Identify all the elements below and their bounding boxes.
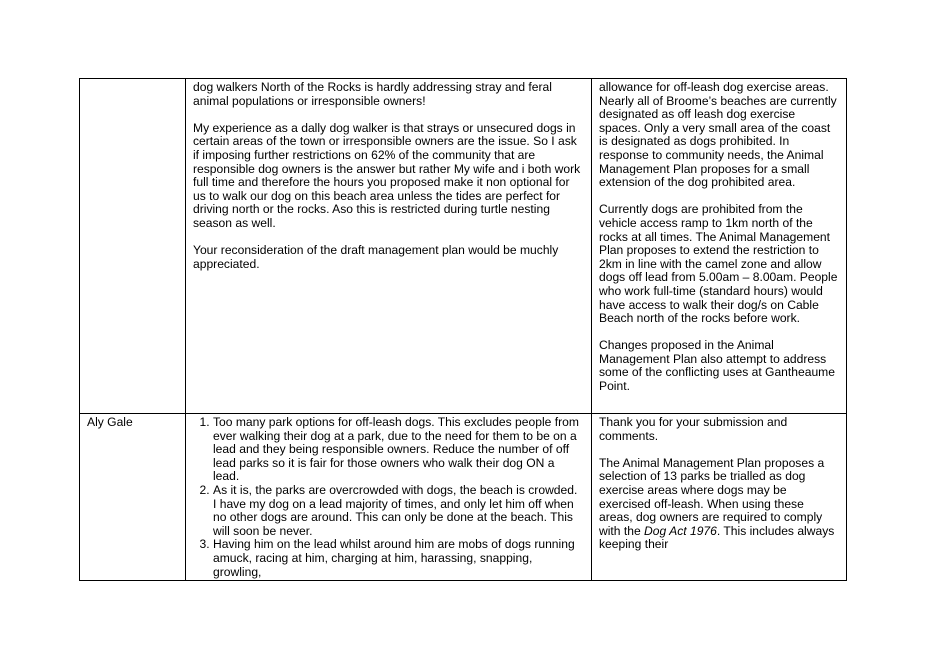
list-item: 2. As it is, the parks are overcrowded with dogs, the beach is crowded. I have my dog on a lead majority of times, and only let him off when no other dogs are around. This can only be done at the beach. This will soon be never. xyxy=(213,484,584,538)
submitter-name-cell xyxy=(80,79,186,414)
response-paragraph: Thank you for your submission and comments. xyxy=(599,415,788,443)
response-text: . This includes always keeping their xyxy=(599,523,835,552)
submission-paragraph: Your reconsideration of the draft management plan would be muchly appreciated. xyxy=(193,243,559,271)
table-row xyxy=(80,79,847,414)
act-name: Dog Act 1976 xyxy=(644,523,717,538)
submission-paragraph: dog walkers North of the Rocks is hardly addressing stray and feral animal populations or irresponsible owners! xyxy=(193,80,552,108)
response-paragraph: allowance for off-leash dog exercise areas. Nearly all of Broome’s beaches are currently designated as off leash dog exercise spaces. Only a very small area of the coast is designated as dogs prohibited. In response to community needs, the Animal Management Plan proposes for a small extension of the dog prohibited area. xyxy=(599,80,837,190)
submission-paragraph: My experience as a dally dog walker is that strays or unsecured dogs in certain areas of the town or irresponsible owners are the issue. So I ask if imposing further restrictions on 62% of the community that are responsible dog owners is the answer but rather My wife and i both work full time and therefore the hours you proposed make it non optional for us to walk our dog on this beach area unless the tides are perfect for driving north or the rocks. Aso this is restricted during turtle nesting season as well. xyxy=(193,120,581,230)
submission-cell xyxy=(186,414,592,581)
response-cell xyxy=(592,79,847,414)
list-item: 3. Having him on the lead whilst around him are mobs of dogs running amuck, racing at him, charging at him, harassing, snapping, growling, xyxy=(213,538,584,579)
submissions-table xyxy=(79,78,847,581)
table-row xyxy=(80,414,847,581)
response-text: The Animal Management Plan proposes a selection of 13 parks be trialled as dog exercise areas where dogs may be exercised off-leash. When using these areas, dog owners are required to comply with the xyxy=(599,455,825,538)
submission-cell xyxy=(186,79,592,414)
list-item: 1. Too many park options for off-leash dogs. This excludes people from ever walking their dog at a park, due to the need for them to be on a lead and they being responsible owners. Reduce the number of off lead parks so it is fair for those owners who walk their dog ON a lead. xyxy=(213,416,584,484)
response-paragraph: Currently dogs are prohibited from the vehicle access ramp to 1km north of the rocks at all times. The Animal Management Plan proposes to extend the restriction to 2km in line with the camel zone and allow dogs off lead from 5.00am – 8.00am. People who work full-time (standard hours) would have access to walk their dog/s on Cable Beach north of the rocks before work. xyxy=(599,202,838,326)
response-paragraph: Changes proposed in the Animal Management Plan also attempt to address some of the conflicting uses at Gantheaume Point. xyxy=(599,338,835,394)
response-cell xyxy=(592,414,847,581)
submission-list xyxy=(193,416,584,579)
submitter-name-cell: Aly Gale xyxy=(80,414,186,581)
response-paragraph xyxy=(599,457,839,552)
